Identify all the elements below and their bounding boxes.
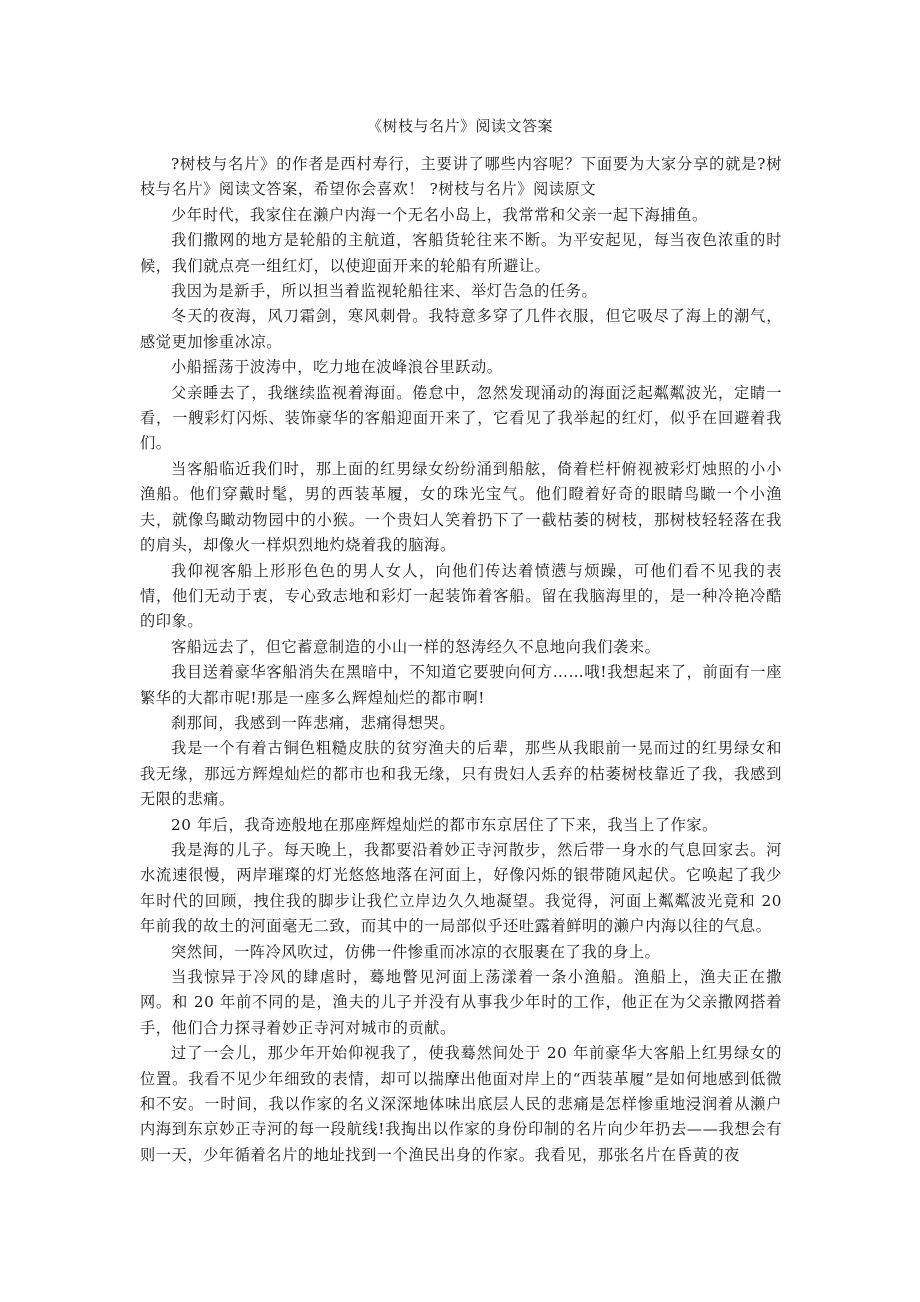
- paragraph: 客船远去了，但它蓄意制造的小山一样的怒涛经久不息地向我们袭来。: [171, 637, 661, 656]
- paragraph: 冬天的夜海，风刀霜剑，寒风刺骨。我特意多穿了几件衣服，但它吸尽了海上的潮气，感觉更加惨重冰凉。: [140, 307, 782, 351]
- paragraph: 刹那间，我感到一阵悲痛，悲痛得想哭。: [171, 713, 456, 732]
- paragraph: 我是一个有着古铜色粗糙皮肤的贫穷渔夫的后辈，那些从我眼前一晃而过的红男绿女和我无缘，那远方辉煌灿烂的都市也和我无缘，只有贵妇人丢弃的枯萎树枝靠近了我，我感到无限的悲痛。: [140, 739, 782, 809]
- paragraph: 小船摇荡于波涛中，吃力地在波峰浪谷里跃动。: [171, 358, 503, 377]
- paragraph: 过了一会儿，那少年开始仰视我了，使我蓦然间处于 20 年前豪华大客船上红男绿女的位置。我看不见少年细致的表情，却可以揣摩出他面对岸上的“西装革履”是如何地感到低微和不安。一时间，我以作家的名义深深地体味出底层人民的悲痛是怎样惨重地浸润着从濑户内海到东京妙正寺河的每一段航线!我掏出以作家的身份印制的名片向少年扔去——我想会有则一天，少年循着名片的地址找到一个渔民出身的作家。我看见，那张名片在昏黄的夜: [140, 1044, 782, 1164]
- document-body: [140, 152, 782, 1168]
- paragraph: 我因为是新手，所以担当着监视轮船往来、举灯告急的任务。: [171, 282, 598, 301]
- paragraph: 我仰视客船上形形色色的男人女人，向他们传达着愤懑与烦躁，可他们看不见我的表情，他们无动于衷，专心致志地和彩灯一起装饰着客船。留在我脑海里的，是一种冷艳冷酷的印象。: [140, 561, 782, 631]
- document-title: 《树枝与名片》阅读文答案: [366, 117, 553, 135]
- paragraph: 父亲睡去了，我继续监视着海面。倦怠中，忽然发现涌动的海面泛起粼粼波光，定睛一看，一艘彩灯闪烁、装饰豪华的客船迎面开来了，它看见了我举起的红灯，似乎在回避着我们。: [140, 383, 782, 453]
- paragraph: 少年时代，我家住在濑户内海一个无名小岛上，我常常和父亲一起下海捕鱼。: [171, 205, 708, 224]
- paragraph: 突然间，一阵冷风吹过，仿佛一件惨重而冰凉的衣服裹在了我的身上。: [171, 942, 661, 961]
- paragraph: ?树枝与名片》的作者是西村寿行，主要讲了哪些内容呢？下面要为大家分享的就是?树枝与名片》阅读文答案，希望你会喜欢！ ?树枝与名片》阅读原文: [140, 155, 782, 199]
- paragraph: 我是海的儿子。每天晚上，我都要沿着妙正寺河散步，然后带一身水的气息回家去。河水流速很慢，两岸璀璨的灯光悠悠地落在河面上，好像闪烁的银带随风起伏。它唤起了我少年时代的回顾，拽住我的脚步让我伫立岸边久久地凝望。我觉得，河面上粼粼波光竟和 20 年前我的故土的河面毫无二致，而其中的一局部似乎还吐露着鲜明的濑户内海以往的气息。: [140, 840, 782, 936]
- paragraph: 20 年后，我奇迹般地在那座辉煌灿烂的都市东京居住了下来，我当上了作家。: [171, 815, 718, 834]
- paragraph: 当客船临近我们时，那上面的红男绿女纷纷涌到船舷，倚着栏杆俯视被彩灯烛照的小小渔船。他们穿戴时髦，男的西装革履，女的珠光宝气。他们瞪着好奇的眼睛鸟瞰一个小渔夫，就像鸟瞰动物园中的小猴。一个贵妇人笑着扔下了一截枯萎的树枝，那树枝轻轻落在我的肩头，却像火一样炽烈地灼烧着我的脑海。: [140, 459, 782, 555]
- paragraph: 我们撒网的地方是轮船的主航道，客船货轮往来不断。为平安起见，每当夜色浓重的时候，我们就点亮一组红灯，以使迎面开来的轮船有所避让。: [140, 231, 782, 275]
- paragraph: 当我惊异于冷风的肆虐时，蓦地瞥见河面上荡漾着一条小渔船。渔船上，渔夫正在撒网。和 20 年前不同的是，渔夫的儿子并没有从事我少年时的工作，他正在为父亲撒网搭着手，他们合力探寻着妙正寺河对城市的贡献。: [140, 968, 782, 1037]
- paragraph: 我目送着豪华客船消失在黑暗中，不知道它要驶向何方……哦!我想起来了，前面有一座繁华的大都市呢!那是一座多么辉煌灿烂的都市啊!: [140, 663, 782, 707]
